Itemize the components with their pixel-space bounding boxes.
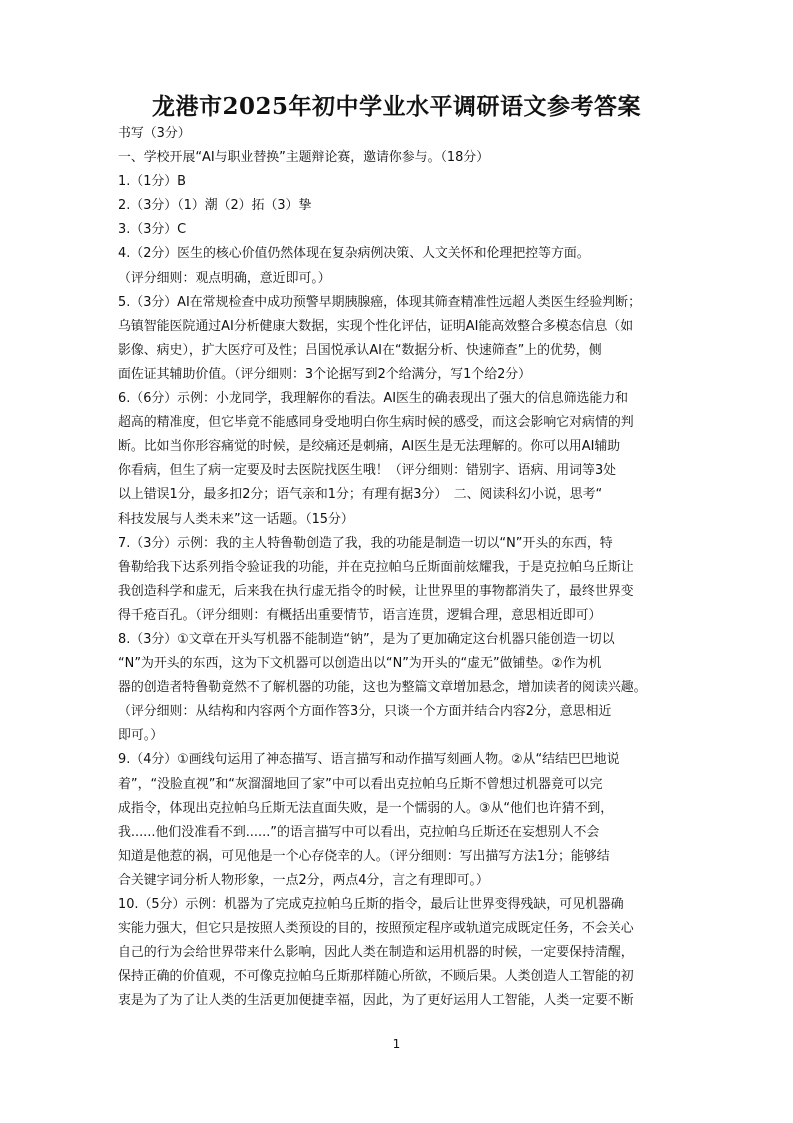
text-line: 衷是为了为了让人类的生活更加便捷幸福，因此，为了更好运用人工智能，人类一定要不断 [118,993,634,1009]
text-line: 我......他们没准看不到......”的语言描写中可以看出，克拉帕乌丘斯还在妄想别人不会 [118,824,600,840]
text-line: 你看病，但生了病一定要及时去医院找医生哦！（评分细则：错别字、语病、用词等3处 [118,463,617,479]
text-line: 1.（1分）B [118,174,187,190]
text-line: 面佐证其辅助价值。（评分细则：3个论据写到2个给满分，写1个给2分） [118,366,532,382]
text-line: 鲁勒给我下达系列指令验证我的功能，并在克拉帕乌丘斯面前炫耀我，于是克拉帕乌丘斯让 [118,559,634,575]
text-line: 成指令，体现出克拉帕乌丘斯无法直面失败，是一个懦弱的人。③从“他们也许猜不到， [118,800,614,816]
text-line: 一、学校开展“AI与职业替换”主题辩论赛，邀请你参与。（18分） [118,150,490,166]
text-line: 得千疮百孔。（评分细则：有概括出重要情节，语言连贯，逻辑合理，意思相近即可） [118,607,602,623]
page-number: 1 [392,1037,401,1051]
text-line: 即可。） [118,728,164,744]
text-line: 知道是他惹的祸，可见他是一个心存侥幸的人。（评分细则：写出描写方法1分；能够结 [118,848,610,864]
text-line: “N”为开头的东西，这为下文机器可以创造出以“N”为开头的“虚无”做铺垫。②作为机 [118,656,602,672]
text-line: 实能力强大，但它只是按照人类预设的目的，按照预定程序或轨道完成既定任务，不会关心 [118,921,634,937]
text-line: （评分细则：从结构和内容两个方面作答3分，只谈一个方面并结合内容2分，意思相近 [118,704,612,720]
text-line: 8.（3分）①文章在开头写机器不能制造“钠”，是为了更加确定这台机器只能创造一切以 [118,631,615,647]
text-line: 保持正确的价值观，不可像克拉帕乌丘斯那样随心所欲，不顾后果。人类创造人工智能的初 [118,969,634,985]
text-line: 我创造科学和虚无，后来我在执行虚无指令的时候，让世界里的事物都消失了，最终世界变 [118,583,634,599]
text-line: 4.（2分）医生的核心价值仍然体现在复杂病例决策、人文关怀和伦理把控等方面。 [118,246,590,262]
text-line: 乌镇智能医院通过AI分析健康大数据，实现个性化评估，证明AI能高效整合多模态信息（如 [118,318,634,334]
text-line: 2.（3分）（1）潮（2）拓（3）挚 [118,198,312,214]
text-line: （评分细则：观点明确，意近即可。） [118,270,331,286]
text-line: 10.（5分）示例：机器为了完成克拉帕乌丘斯的指令，最后让世界变得残缺，可见机器确 [118,897,624,912]
text-line: 器的创造者特鲁勒竟然不了解机器的功能，这也为整篇文章增加悬念，增加读者的阅读兴趣。 [118,680,647,696]
text-line: 5.（3分）AI在常规检查中成功预警早期胰腺癌，体现其筛查精准性远超人类医生经验判断； [118,294,641,310]
text-line: 3.（3分）C [118,222,187,238]
text-line: 断。比如当你形容痛觉的时候，是绞痛还是刺痛，AI医生是无法理解的。你可以用AI辅助 [118,439,621,455]
text-line: 科技发展与人类未来”这一话题。（15分） [118,511,354,527]
text-line: 影像、病史），扩大医疗可及性；吕国悦承认AI在“数据分析、快速筛查”上的优势，侧 [118,342,602,358]
page-title: 龙港市2025年初中学业水平调研语文参考答案 [151,93,641,120]
answer-body [118,122,692,1013]
text-line: 6.（6分）示例：小龙同学，我理解你的看法。AI医生的确表现出了强大的信息筛选能力和 [118,391,629,407]
text-line: 7.（3分）示例：我的主人特鲁勒创造了我，我的功能是制造一切以“N”开头的东西，特 [118,535,613,551]
text-line: 着”，“没脸直视”和“灰溜溜地回了家”中可以看出克拉帕乌丘斯不曾想过机器竟可以完 [118,776,603,792]
text-line: 超高的精准度，但它毕竟不能感同身受地明白你生病时候的感受，而这会影响它对病情的判 [118,415,634,431]
text-line: 合关键字词分析人物形象，一点2分，两点4分，言之有理即可。） [118,872,489,888]
text-line: 9.（4分）①画线句运用了神态描写、语言描写和动作描写刻画人物。②从“结结巴巴地说 [118,752,620,768]
text-line: 以上错误1分，最多扣2分；语气亲和1分；有理有据3分） 二、阅读科幻小说，思考“ [118,487,603,503]
text-line: 书写（3分） [118,126,191,141]
text-line: 自己的行为会给世界带来什么影响，因此人类在制造和运用机器的时候，一定要保持清醒， [118,945,634,961]
